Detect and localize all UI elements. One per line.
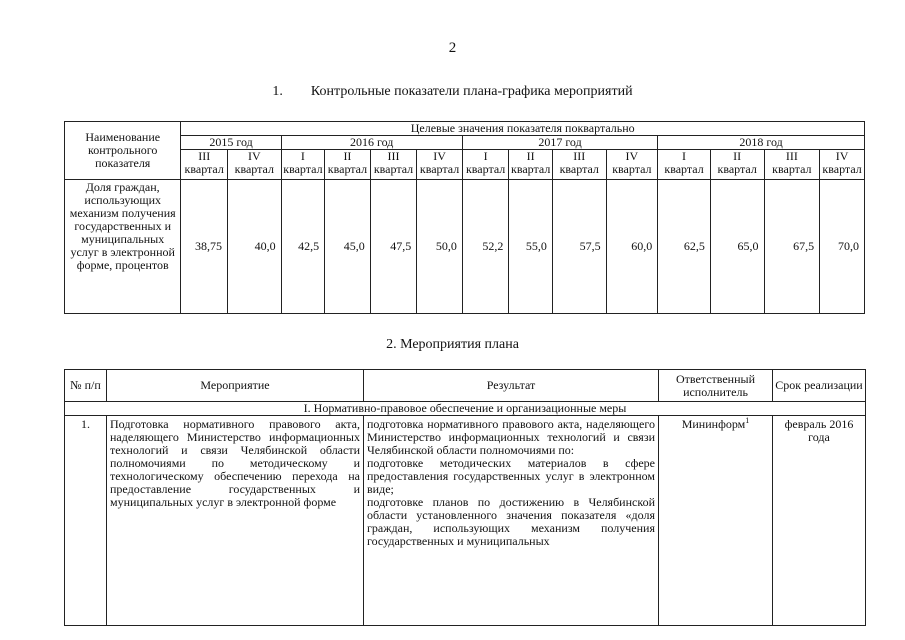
col-header-executor: Ответственный исполнитель [659, 370, 773, 402]
quarter-header: IV квартал [227, 150, 281, 180]
indicator-value: 50,0 [417, 180, 463, 314]
col-header-result: Результат [364, 370, 659, 402]
indicator-value: 57,5 [552, 180, 606, 314]
year-header: 2018 год [658, 136, 865, 150]
result-paragraph: подготовке планов по достижению в Челябинской области установленного значения показателя «доля граждан, использующих механизм получения государственных и муниципальных [367, 495, 655, 548]
quarter-header: II квартал [710, 150, 764, 180]
indicator-value: 38,75 [181, 180, 228, 314]
section-2-heading: 2. Мероприятия плана [386, 337, 519, 352]
footnote-marker: 1 [745, 416, 750, 425]
quarter-header: III квартал [552, 150, 606, 180]
table-row [65, 416, 866, 626]
activities-table [64, 369, 866, 626]
quarter-header: IV квартал [820, 150, 865, 180]
result-text [364, 416, 659, 626]
indicator-value: 67,5 [764, 180, 820, 314]
indicator-value: 62,5 [658, 180, 711, 314]
col-header-activity: Мероприятие [107, 370, 364, 402]
row-number: 1. [65, 416, 107, 626]
executor [659, 416, 773, 626]
indicator-value: 70,0 [820, 180, 865, 314]
quarter-header: II квартал [325, 150, 371, 180]
indicator-value: 60,0 [606, 180, 658, 314]
deadline: февраль 2016 года [773, 416, 866, 626]
group-title: I. Нормативно-правовое обеспечение и организационные меры [65, 402, 866, 416]
quarter-header: I квартал [658, 150, 711, 180]
year-header: 2017 год [462, 136, 657, 150]
section-1-heading [0, 84, 905, 100]
quarter-header: III квартал [181, 150, 228, 180]
quarter-header: I квартал [281, 150, 325, 180]
col-header-number: № п/п [65, 370, 107, 402]
quarter-header: III квартал [764, 150, 820, 180]
target-values-header: Целевые значения показателя поквартально [181, 122, 865, 136]
indicator-value: 55,0 [509, 180, 553, 314]
indicator-value: 47,5 [370, 180, 417, 314]
year-header: 2015 год [181, 136, 281, 150]
result-paragraph: подготовке методических материалов в сфере предоставления государственных услуг в электронном виде; [367, 456, 655, 496]
indicators-table [64, 121, 865, 314]
indicator-value: 42,5 [281, 180, 325, 314]
quarter-header: I квартал [462, 150, 509, 180]
indicator-name: Доля граждан, использующих механизм получения государственных и муниципальных услуг в электронной форме, процентов [65, 180, 181, 314]
section-1-number: 1. [272, 84, 283, 99]
indicator-value: 40,0 [227, 180, 281, 314]
col-header-deadline: Срок реализации [773, 370, 866, 402]
executor-name: Мининформ [681, 417, 746, 431]
indicator-value: 52,2 [462, 180, 509, 314]
indicator-name-header: Наименование контрольного показателя [65, 122, 181, 180]
indicator-value: 45,0 [325, 180, 371, 314]
quarter-header: IV квартал [417, 150, 463, 180]
activity-text: Подготовка нормативного правового акта, наделяющего Министерство информационных технологий и связи Челябинской области полномочиями по методическому и технологическому обеспечению перехода на предоставление государственных и муниципальных услуг в электронной форме [107, 416, 364, 626]
quarter-header: IV квартал [606, 150, 658, 180]
quarter-header: III квартал [370, 150, 417, 180]
result-paragraph: подготовка нормативного правового акта, наделяющего Министерство информационных технологий и связи Челябинской области полномочиями по: [367, 417, 655, 457]
year-header: 2016 год [281, 136, 462, 150]
indicator-value: 65,0 [710, 180, 764, 314]
page-number: 2 [448, 40, 457, 56]
quarter-header: II квартал [509, 150, 553, 180]
section-1-title: Контрольные показатели плана-графика мероприятий [310, 84, 633, 99]
